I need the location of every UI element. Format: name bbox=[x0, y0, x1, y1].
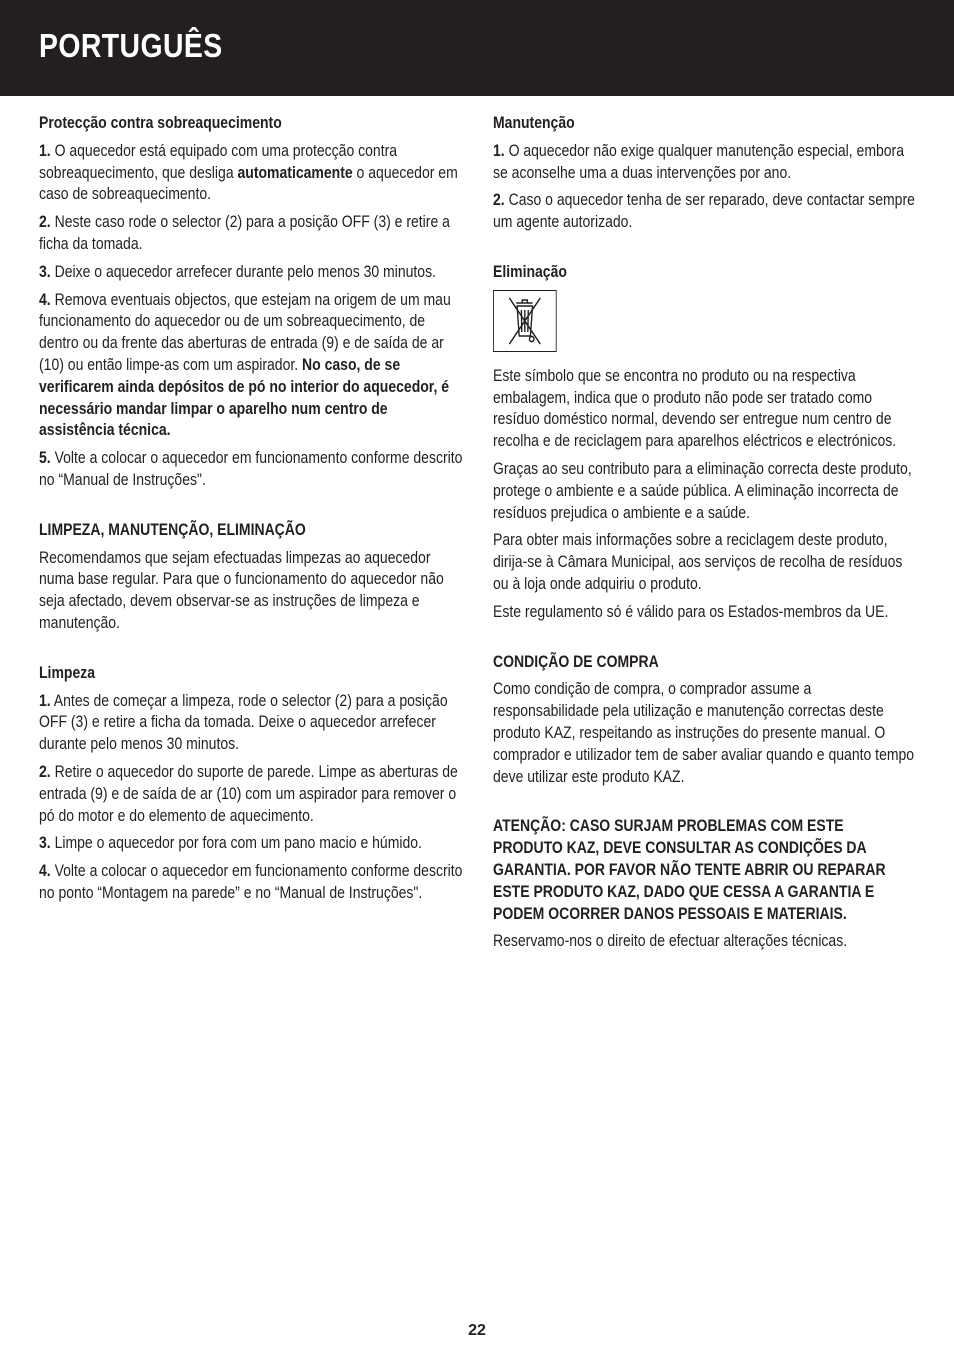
maintenance-section-text: Recomendamos que sejam efectuadas limpezas ao aquecedor numa base regular. Para que o funcionamento do aquecedor não seja afectado, devem observar-se as instruções de limpeza e manutenção. bbox=[39, 548, 444, 632]
page-number: 22 bbox=[468, 1322, 486, 1339]
disposal-paragraph: Para obter mais informações sobre a reciclagem deste produto, dirija-se à Câmara Municipal, aos serviços de recolha de resíduos ou à loja onde adquiriu o produto. bbox=[493, 531, 903, 593]
list-item: 4. Volte a colocar o aquecedor em funcionamento conforme descrito no ponto “Montagem na parede” e no “Manual de Instruções". bbox=[39, 862, 463, 902]
purchase-heading: CONDIÇÃO DE COMPRA bbox=[493, 652, 659, 671]
right-column bbox=[493, 113, 917, 959]
disposal-paragraph: Este símbolo que se encontra no produto ou na respectiva embalagem, indica que o produto não pode ser tratado como resíduo doméstico normal, devendo ser entregue num centro de recolha e de reciclagem para aparelhos eléctricos e electrónicos. bbox=[493, 366, 897, 451]
page-title: PORTUGUÊS bbox=[39, 27, 223, 64]
list-item: 2. Retire o aquecedor do suporte de parede. Limpe as aberturas de entrada (9) e de saída de ar (10) com um aspirador para remover o pó do motor e do elemento de aquecimento. bbox=[39, 762, 458, 825]
disposal-heading: Eliminação bbox=[493, 262, 567, 281]
list-item: 3. Deixe o aquecedor arrefecer durante pelo menos 30 minutos. bbox=[39, 262, 436, 281]
upkeep-heading: Manutenção bbox=[493, 114, 575, 132]
overheat-heading: Protecção contra sobreaquecimento bbox=[39, 114, 282, 132]
list-item: 1. Antes de começar a limpeza, rode o selector (2) para a posição OFF (3) e retire a ficha da tomada. Deixe o aquecedor arrefecer durante pelo menos 30 minutos. bbox=[39, 691, 448, 754]
disposal-paragraph: Este regulamento só é válido para os Estados-membros da UE. bbox=[493, 602, 889, 621]
page-header bbox=[0, 0, 954, 96]
warranty-warning: ATENÇÃO: CASO SURJAM PROBLEMAS COM ESTE PRODUTO KAZ, DEVE CONSULTAR AS CONDIÇÕES DA GARANTIA. POR FAVOR NÃO TENTE ABRIR OU REPARAR ESTE PRODUTO KAZ, DADO QUE CESSA A GARANTIA E PODEM OCORRER DANOS PESSOAIS E MATERIAIS. bbox=[493, 817, 886, 923]
list-item: 4. Remova eventuais objectos, que estejam na origem de um mau funcionamento do aquecedor ou de um sobreaquecimento, de dentro ou da frente das aberturas de entrada (9) e de saída de ar (10) ou então limpe-as com um aspirador. No caso, de se verificarem ainda depósitos de pó no interior do aquecedor, é necessário mandar limpar o aparelho num centro de assistência técnica. bbox=[39, 290, 451, 440]
list-item: 2. Caso o aquecedor tenha de ser reparado, deve contactar sempre um agente autorizado. bbox=[493, 191, 915, 232]
technical-changes-note: Reservamo-nos o direito de efectuar alterações técnicas. bbox=[493, 932, 848, 951]
cleaning-heading: Limpeza bbox=[39, 663, 96, 682]
list-item: 1. O aquecedor está equipado com uma protecção contra sobreaquecimento, que desliga automaticamente o aquecedor em caso de sobreaquecimento. bbox=[39, 141, 458, 204]
left-column bbox=[39, 113, 463, 911]
maintenance-section-heading: LIMPEZA, MANUTENÇÃO, ELIMINAÇÃO bbox=[39, 520, 306, 539]
list-item: 3. Limpe o aquecedor por fora com um pano macio e húmido. bbox=[39, 834, 422, 853]
crossed-out-wheelie-bin-icon bbox=[493, 290, 557, 352]
disposal-paragraph: Graças ao seu contributo para a eliminação correcta deste produto, protege o ambiente e a saúde pública. A eliminação incorrecta de resíduos prejudica o ambiente e a saúde. bbox=[493, 459, 912, 522]
purchase-text: Como condição de compra, o comprador assume a responsabilidade pela utilização e manutenção correctas deste produto KAZ, respeitando as instruções do presente manual. O comprador e utilizador tem de saber avaliar quando e quanto tempo deve utilizar este produto KAZ. bbox=[493, 680, 915, 786]
list-item: 2. Neste caso rode o selector (2) para a posição OFF (3) e retire a ficha da tomada. bbox=[39, 213, 450, 253]
list-item: 1. O aquecedor não exige qualquer manutenção especial, embora se aconselhe uma a duas intervenções por ano. bbox=[493, 141, 905, 182]
list-item: 5. Volte a colocar o aquecedor em funcionamento conforme descrito no “Manual de Instruções". bbox=[39, 449, 463, 489]
